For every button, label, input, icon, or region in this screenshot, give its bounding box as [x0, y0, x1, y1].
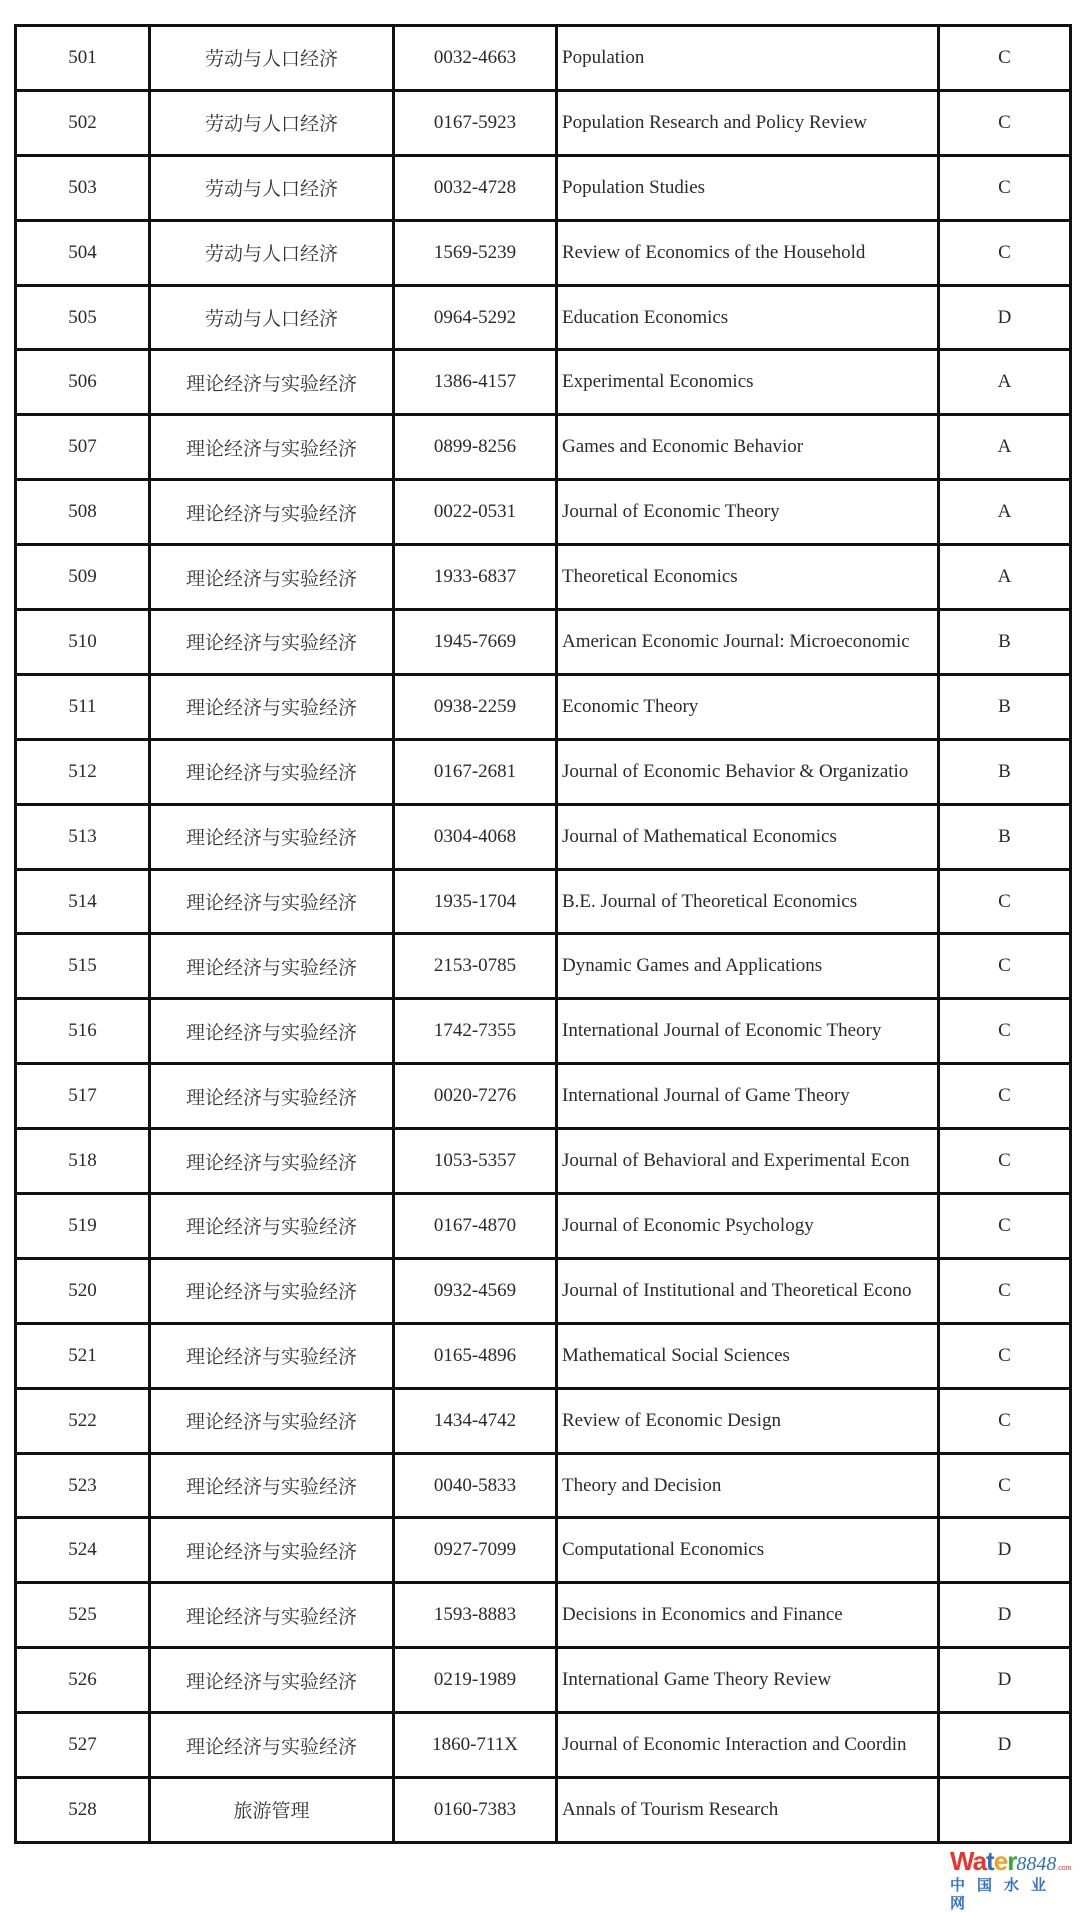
- category-cell: 理论经济与实验经济: [150, 415, 394, 480]
- issn-cell: 0160-7383: [394, 1778, 557, 1843]
- watermark-suffix: .com: [1056, 1865, 1072, 1872]
- issn-cell: 0964-5292: [394, 285, 557, 350]
- issn-cell: 0167-5923: [394, 90, 557, 155]
- category-cell: 理论经济与实验经济: [150, 480, 394, 545]
- grade-cell: C: [939, 155, 1071, 220]
- journal-title-cell: Economic Theory: [557, 674, 939, 739]
- category-cell: 劳动与人口经济: [150, 26, 394, 91]
- table-row: [16, 934, 1071, 999]
- grade-cell: B: [939, 739, 1071, 804]
- watermark-letter: a: [972, 1846, 987, 1876]
- issn-cell: 1742-7355: [394, 999, 557, 1064]
- journal-title-cell: Computational Economics: [557, 1518, 939, 1583]
- grade-cell: C: [939, 869, 1071, 934]
- row-number: 517: [16, 1064, 150, 1129]
- issn-cell: 1386-4157: [394, 350, 557, 415]
- water8848-watermark-logo: [950, 1846, 1078, 1912]
- journal-title-cell: Annals of Tourism Research: [557, 1778, 939, 1843]
- category-cell: 理论经济与实验经济: [150, 1583, 394, 1648]
- issn-cell: 2153-0785: [394, 934, 557, 999]
- watermark-letter: W: [950, 1846, 973, 1876]
- table-row: [16, 1258, 1071, 1323]
- issn-cell: 0165-4896: [394, 1323, 557, 1388]
- grade-cell: C: [939, 26, 1071, 91]
- category-cell: 理论经济与实验经济: [150, 804, 394, 869]
- journal-title-cell: Theory and Decision: [557, 1453, 939, 1518]
- grade-cell: A: [939, 415, 1071, 480]
- category-cell: 理论经济与实验经济: [150, 610, 394, 675]
- grade-cell: D: [939, 285, 1071, 350]
- grade-cell: B: [939, 804, 1071, 869]
- journal-title-cell: American Economic Journal: Microeconomic: [557, 610, 939, 675]
- issn-cell: 1593-8883: [394, 1583, 557, 1648]
- issn-cell: 0219-1989: [394, 1648, 557, 1713]
- journal-title-cell: Journal of Mathematical Economics: [557, 804, 939, 869]
- issn-cell: 0032-4728: [394, 155, 557, 220]
- table-row: [16, 1583, 1071, 1648]
- row-number: 520: [16, 1258, 150, 1323]
- category-cell: 理论经济与实验经济: [150, 1453, 394, 1518]
- row-number: 526: [16, 1648, 150, 1713]
- journal-title-cell: Population Studies: [557, 155, 939, 220]
- table-row: [16, 1713, 1071, 1778]
- category-cell: 理论经济与实验经济: [150, 1323, 394, 1388]
- row-number: 504: [16, 220, 150, 285]
- grade-cell: D: [939, 1583, 1071, 1648]
- journal-table-body: [16, 26, 1071, 1843]
- journal-title-cell: Experimental Economics: [557, 350, 939, 415]
- category-cell: 劳动与人口经济: [150, 285, 394, 350]
- row-number: 503: [16, 155, 150, 220]
- table-row: [16, 804, 1071, 869]
- table-row: [16, 999, 1071, 1064]
- table-row: [16, 545, 1071, 610]
- row-number: 510: [16, 610, 150, 675]
- issn-cell: 0022-0531: [394, 480, 557, 545]
- row-number: 518: [16, 1129, 150, 1194]
- journal-title-cell: Review of Economic Design: [557, 1388, 939, 1453]
- category-cell: 理论经济与实验经济: [150, 934, 394, 999]
- grade-cell: C: [939, 1194, 1071, 1259]
- row-number: 521: [16, 1323, 150, 1388]
- row-number: 508: [16, 480, 150, 545]
- issn-cell: 1569-5239: [394, 220, 557, 285]
- row-number: 505: [16, 285, 150, 350]
- journal-title-cell: Population Research and Policy Review: [557, 90, 939, 155]
- journal-title-cell: Journal of Economic Behavior & Organizatio: [557, 739, 939, 804]
- issn-cell: 1434-4742: [394, 1388, 557, 1453]
- issn-cell: 1860-711X: [394, 1713, 557, 1778]
- table-row: [16, 350, 1071, 415]
- row-number: 515: [16, 934, 150, 999]
- row-number: 522: [16, 1388, 150, 1453]
- grade-cell: C: [939, 1258, 1071, 1323]
- category-cell: 理论经济与实验经济: [150, 1518, 394, 1583]
- journal-table: [14, 24, 1072, 1844]
- grade-cell: C: [939, 1388, 1071, 1453]
- category-cell: 劳动与人口经济: [150, 90, 394, 155]
- category-cell: 理论经济与实验经济: [150, 1064, 394, 1129]
- grade-cell: C: [939, 934, 1071, 999]
- grade-cell: D: [939, 1648, 1071, 1713]
- table-row: [16, 90, 1071, 155]
- table-row: [16, 285, 1071, 350]
- table-row: [16, 1388, 1071, 1453]
- table-row: [16, 480, 1071, 545]
- journal-title-cell: Education Economics: [557, 285, 939, 350]
- journal-title-cell: B.E. Journal of Theoretical Economics: [557, 869, 939, 934]
- journal-title-cell: Review of Economics of the Household: [557, 220, 939, 285]
- grade-cell: C: [939, 220, 1071, 285]
- grade-cell: A: [939, 545, 1071, 610]
- issn-cell: 0899-8256: [394, 415, 557, 480]
- journal-title-cell: International Journal of Economic Theory: [557, 999, 939, 1064]
- issn-cell: 1933-6837: [394, 545, 557, 610]
- grade-cell: C: [939, 1129, 1071, 1194]
- journal-title-cell: Theoretical Economics: [557, 545, 939, 610]
- category-cell: 理论经济与实验经济: [150, 1258, 394, 1323]
- table-row: [16, 610, 1071, 675]
- category-cell: 理论经济与实验经济: [150, 1129, 394, 1194]
- category-cell: 理论经济与实验经济: [150, 739, 394, 804]
- row-number: 502: [16, 90, 150, 155]
- issn-cell: 0167-2681: [394, 739, 557, 804]
- table-row: [16, 1129, 1071, 1194]
- row-number: 528: [16, 1778, 150, 1843]
- grade-cell: D: [939, 1713, 1071, 1778]
- grade-cell: A: [939, 350, 1071, 415]
- row-number: 512: [16, 739, 150, 804]
- category-cell: 理论经济与实验经济: [150, 674, 394, 739]
- grade-cell: C: [939, 1323, 1071, 1388]
- row-number: 513: [16, 804, 150, 869]
- grade-cell: C: [939, 1064, 1071, 1129]
- row-number: 501: [16, 26, 150, 91]
- journal-title-cell: International Journal of Game Theory: [557, 1064, 939, 1129]
- journal-title-cell: Population: [557, 26, 939, 91]
- watermark-chinese: 中国水业网: [950, 1876, 1059, 1912]
- table-row: [16, 415, 1071, 480]
- issn-cell: 1945-7669: [394, 610, 557, 675]
- row-number: 516: [16, 999, 150, 1064]
- grade-cell: C: [939, 90, 1071, 155]
- grade-cell: B: [939, 674, 1071, 739]
- issn-cell: 0932-4569: [394, 1258, 557, 1323]
- watermark-letter: r: [1007, 1846, 1017, 1876]
- category-cell: 劳动与人口经济: [150, 155, 394, 220]
- table-row: [16, 1778, 1071, 1843]
- table-row: [16, 739, 1071, 804]
- issn-cell: 0304-4068: [394, 804, 557, 869]
- row-number: 524: [16, 1518, 150, 1583]
- grade-cell: C: [939, 1453, 1071, 1518]
- category-cell: 理论经济与实验经济: [150, 1388, 394, 1453]
- journal-title-cell: Journal of Behavioral and Experimental Econ: [557, 1129, 939, 1194]
- row-number: 506: [16, 350, 150, 415]
- journal-title-cell: Dynamic Games and Applications: [557, 934, 939, 999]
- category-cell: 理论经济与实验经济: [150, 1713, 394, 1778]
- row-number: 507: [16, 415, 150, 480]
- journal-title-cell: Decisions in Economics and Finance: [557, 1583, 939, 1648]
- row-number: 523: [16, 1453, 150, 1518]
- grade-cell: D: [939, 1518, 1071, 1583]
- category-cell: 旅游管理: [150, 1778, 394, 1843]
- grade-cell: [939, 1778, 1071, 1843]
- row-number: 527: [16, 1713, 150, 1778]
- issn-cell: 0040-5833: [394, 1453, 557, 1518]
- issn-cell: 0020-7276: [394, 1064, 557, 1129]
- watermark-letter: t: [986, 1846, 994, 1876]
- table-row: [16, 869, 1071, 934]
- issn-cell: 0927-7099: [394, 1518, 557, 1583]
- row-number: 509: [16, 545, 150, 610]
- table-row: [16, 155, 1071, 220]
- issn-cell: 0167-4870: [394, 1194, 557, 1259]
- journal-title-cell: Journal of Economic Interaction and Coordin: [557, 1713, 939, 1778]
- journal-title-cell: International Game Theory Review: [557, 1648, 939, 1713]
- watermark-brand: [950, 1846, 1016, 1876]
- table-row: [16, 1453, 1071, 1518]
- category-cell: 理论经济与实验经济: [150, 869, 394, 934]
- grade-cell: C: [939, 999, 1071, 1064]
- category-cell: 理论经济与实验经济: [150, 350, 394, 415]
- issn-cell: 1053-5357: [394, 1129, 557, 1194]
- row-number: 514: [16, 869, 150, 934]
- issn-cell: 1935-1704: [394, 869, 557, 934]
- table-row: [16, 26, 1071, 91]
- category-cell: 劳动与人口经济: [150, 220, 394, 285]
- journal-title-cell: Journal of Economic Theory: [557, 480, 939, 545]
- category-cell: 理论经济与实验经济: [150, 999, 394, 1064]
- journal-title-cell: Mathematical Social Sciences: [557, 1323, 939, 1388]
- table-row: [16, 220, 1071, 285]
- grade-cell: B: [939, 610, 1071, 675]
- issn-cell: 0032-4663: [394, 26, 557, 91]
- journal-title-cell: Games and Economic Behavior: [557, 415, 939, 480]
- table-row: [16, 1648, 1071, 1713]
- table-row: [16, 1194, 1071, 1259]
- category-cell: 理论经济与实验经济: [150, 1194, 394, 1259]
- watermark-letter: e: [993, 1846, 1008, 1876]
- table-row: [16, 1323, 1071, 1388]
- watermark-digits: 8848: [1016, 1853, 1057, 1875]
- grade-cell: A: [939, 480, 1071, 545]
- journal-title-cell: Journal of Economic Psychology: [557, 1194, 939, 1259]
- row-number: 511: [16, 674, 150, 739]
- table-row: [16, 1064, 1071, 1129]
- table-row: [16, 674, 1071, 739]
- row-number: 525: [16, 1583, 150, 1648]
- row-number: 519: [16, 1194, 150, 1259]
- category-cell: 理论经济与实验经济: [150, 1648, 394, 1713]
- table-row: [16, 1518, 1071, 1583]
- category-cell: 理论经济与实验经济: [150, 545, 394, 610]
- issn-cell: 0938-2259: [394, 674, 557, 739]
- journal-title-cell: Journal of Institutional and Theoretical Econo: [557, 1258, 939, 1323]
